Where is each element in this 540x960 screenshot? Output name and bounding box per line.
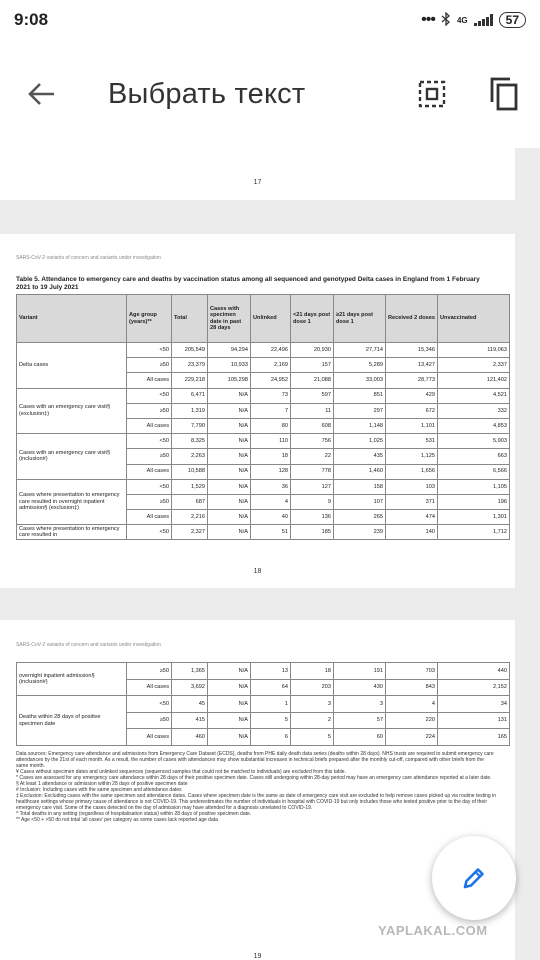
column-header: Unvaccinated [438,295,510,343]
variant-cell: Cases where presentation to emergency care resulted in [17,525,127,540]
table-cell: 34 [438,696,510,713]
table-cell: 131 [438,712,510,729]
table-cell: 27,714 [334,343,386,358]
table-cell: 4,853 [438,418,510,433]
table-cell: 121,402 [438,373,510,388]
vaccination-table-continued [16,662,510,746]
note-line: ^ Total deaths in any setting (regardless of hospitalisation status) within 28 days of positive specimen date. [16,811,252,817]
table-cell: 28,773 [386,373,438,388]
table-row [17,343,510,358]
table-cell: 7,790 [172,418,208,433]
table-cell: 430 [334,679,386,696]
table-cell: ≥50 [127,494,172,509]
signal-icon [474,14,493,26]
table-cell: N/A [208,696,251,713]
status-time: 9:08 [14,10,49,29]
running-header: SARS-CoV-2 variants of concern and variants under investigation [16,255,161,261]
table-cell: 191 [334,663,386,680]
table-cell: 1,301 [438,510,510,525]
table-cell: N/A [208,712,251,729]
table-cell: 103 [386,479,438,494]
table-cell: 1,025 [334,434,386,449]
note-line: ** Age <50 + >50 do not total 'all cases' per category as some cases lack reported age data [16,817,218,823]
copy-button[interactable] [484,74,524,114]
table-cell: 36 [251,479,291,494]
table-cell: 1,365 [172,663,208,680]
table-cell: 196 [438,494,510,509]
page-19 [0,620,515,960]
table-cell: 21,088 [291,373,334,388]
table-cell: 1,529 [172,479,208,494]
table-cell: 229,218 [172,373,208,388]
variant-cell: Cases with an emergency care visit§ (exclusion‡) [17,388,127,434]
table-cell: 15,346 [386,343,438,358]
table-cell: 2,216 [172,510,208,525]
table-cell: N/A [208,449,251,464]
table-header-row [17,295,510,343]
table-cell: 2,263 [172,449,208,464]
table-cell: 127 [291,479,334,494]
table-cell: 165 [438,729,510,746]
table-row [17,479,510,494]
arrow-left-icon [28,82,56,106]
table-cell: 224 [386,729,438,746]
table-cell: ≥50 [127,712,172,729]
table-cell: 13,427 [386,358,438,373]
table-cell: 5 [291,729,334,746]
table-cell: 687 [172,494,208,509]
table-notes [16,751,496,823]
table-cell: 185 [291,525,334,540]
table-cell: 1,101 [386,418,438,433]
table-cell: N/A [208,729,251,746]
table-cell: 1,125 [386,449,438,464]
table-cell: 57 [334,712,386,729]
table-cell: All cases [127,679,172,696]
table-cell: N/A [208,464,251,479]
table-cell: 663 [438,449,510,464]
table-cell: 136 [291,510,334,525]
variant-cell: Delta cases [17,343,127,389]
pencil-icon [460,864,488,892]
table-cell: N/A [208,479,251,494]
note-line: # Inclusion: Including cases with the same specimen and attendance dates [16,787,182,793]
table-cell: 128 [251,464,291,479]
table-cell: 11 [291,403,334,418]
table-cell: 140 [386,525,438,540]
back-button[interactable] [12,64,72,124]
table-cell: 73 [251,388,291,403]
table-cell: N/A [208,494,251,509]
page-title: Выбрать текст [108,77,306,110]
table-cell: 1 [251,696,291,713]
note-line: ‡ Exclusion: Excluding cases with the same specimen and attendance dates. Cases where specimen date is the same as date of emergency care visit are excluded to help remove cases picked up via routine testing in healthcare settings whose primary cause of attendance is not COVID-19. This underestimates the number of individuals in hospital with COVID-19 but only includes those who tested positive prior to the day of their emergency care visit. Some of the cases detected on the day of admission may have attended for a diagnosis unrelated to COVID-19. [16,793,496,811]
table-cell: 239 [334,525,386,540]
copy-icon [488,76,520,112]
table-cell: N/A [208,418,251,433]
table-cell: 5,289 [334,358,386,373]
variant-cell: overnight inpatient admission§ (inclusion#) [17,663,127,696]
table-cell: 297 [334,403,386,418]
table-cell: 105,298 [208,373,251,388]
table-cell: All cases [127,418,172,433]
column-header: Total [172,295,208,343]
table-cell: 2,327 [172,525,208,540]
column-header: Received 2 doses [386,295,438,343]
table-cell: 220 [386,712,438,729]
table-cell: 22 [291,449,334,464]
table-cell: ≥50 [127,358,172,373]
table-cell: N/A [208,403,251,418]
note-line: Data sources: Emergency care attendance and admissions from Emergency Care Dataset (ECDS), deaths from PHE daily death data series (deaths within 28 days). NHS trusts are required to submit emergency care attendances by the 21st of each month. As a result, the number of cases with attendances may show substantial increases in technical briefs prepared after the monthly cut-off, compared with other briefs from the same month. [16,751,494,769]
table-caption: Table 5. Attendance to emergency care and deaths by vaccination status among all sequenced and genotyped Delta cases in England from 1 February 2021 to 19 July 2021 [16,276,480,291]
select-all-button[interactable] [412,74,452,114]
table-cell: 1,105 [438,479,510,494]
table-cell: N/A [208,388,251,403]
app-bar [0,40,540,148]
table-cell: 597 [291,388,334,403]
table-cell: 265 [334,510,386,525]
table-cell: 158 [334,479,386,494]
table-cell: 435 [334,449,386,464]
table-cell: 756 [291,434,334,449]
table-cell: 6 [251,729,291,746]
table-row [17,434,510,449]
table-cell: ≥50 [127,403,172,418]
note-line: § At least 1 attendance or admission within 28 days of positive specimen date [16,781,188,787]
select-all-icon [417,79,447,109]
table-cell: 7 [251,403,291,418]
table-cell: 2 [291,712,334,729]
table-cell: 24,952 [251,373,291,388]
table-cell: 3,692 [172,679,208,696]
table-cell: <50 [127,388,172,403]
table-cell: 672 [386,403,438,418]
table-cell: 851 [334,388,386,403]
table-cell: <50 [127,343,172,358]
table-cell: 10,588 [172,464,208,479]
table-cell: 3 [291,696,334,713]
table-cell: N/A [208,679,251,696]
page-17 [0,148,515,200]
table-cell: 10,933 [208,358,251,373]
table-cell: 8,325 [172,434,208,449]
status-icons [421,11,526,29]
table-cell: 13 [251,663,291,680]
table-cell: 474 [386,510,438,525]
table-cell: 2,169 [251,358,291,373]
table-cell: 205,549 [172,343,208,358]
table-cell: 1,656 [386,464,438,479]
running-header: SARS-CoV-2 variants of concern and variants under investigation [16,642,161,648]
table-cell: All cases [127,464,172,479]
page-number: 19 [253,953,262,960]
table-cell: <50 [127,479,172,494]
edit-fab-button[interactable] [432,836,516,920]
table-cell: 40 [251,510,291,525]
column-header: ≥21 days post dose 1 [334,295,386,343]
table-cell: 4,521 [438,388,510,403]
table-cell: 1,148 [334,418,386,433]
table-row [17,525,510,540]
table-cell: 110 [251,434,291,449]
table-cell: 80 [251,418,291,433]
table-cell: 415 [172,712,208,729]
table-cell: ≥50 [127,663,172,680]
page-number: 17 [253,179,262,186]
table-cell: 6,471 [172,388,208,403]
table-cell: N/A [208,663,251,680]
status-bar [0,0,540,40]
table-row [17,663,510,680]
table-cell: N/A [208,525,251,540]
table-cell: 64 [251,679,291,696]
table-cell: All cases [127,373,172,388]
table-cell: 45 [172,696,208,713]
column-header: Age group (years)** [127,295,172,343]
table-cell: N/A [208,510,251,525]
table-cell: ≥50 [127,449,172,464]
table-cell: <50 [127,434,172,449]
table-cell: 5 [251,712,291,729]
more-dots-icon: ••• [421,11,435,28]
table-cell: 371 [386,494,438,509]
table-cell: 4 [251,494,291,509]
table-cell: <50 [127,525,172,540]
table-cell: 119,063 [438,343,510,358]
table-cell: All cases [127,510,172,525]
table-cell: 429 [386,388,438,403]
table-cell: 33,003 [334,373,386,388]
note-line: ¥ Cases without specimen dates and unlinked sequences (sequenced samples that could not be matched to individuals) are excluded from this table. [16,769,346,775]
table-cell: All cases [127,729,172,746]
table-cell: 22,496 [251,343,291,358]
table-cell: 6,566 [438,464,510,479]
table-cell: 843 [386,679,438,696]
table-cell: 9 [291,494,334,509]
table-cell: 778 [291,464,334,479]
table-cell: 18 [291,663,334,680]
table-cell: 608 [291,418,334,433]
battery-icon: 57 [499,12,526,28]
column-header: <21 days post dose 1 [291,295,334,343]
table-cell: 60 [334,729,386,746]
table-cell: 531 [386,434,438,449]
table-cell: 20,930 [291,343,334,358]
table-cell: 5,903 [438,434,510,449]
table-cell: 440 [438,663,510,680]
note-line: * Cases are assessed for any emergency care attendance within 28 days of their positive specimen date. Cases still undergoing within 28-day period may have an emergency care attendance reported at a later date. [16,775,492,781]
table-cell: 94,294 [208,343,251,358]
table-row [17,696,510,713]
table-cell: 51 [251,525,291,540]
table-cell: 2,337 [438,358,510,373]
bluetooth-icon [441,12,451,29]
table-cell: 460 [172,729,208,746]
table-cell: 1,712 [438,525,510,540]
table-cell: 332 [438,403,510,418]
table-cell: 3 [334,696,386,713]
vaccination-table [16,294,510,540]
network-type: 4G [456,15,468,25]
watermark: YAPLAKAL.COM [378,923,488,938]
table-cell: 18 [251,449,291,464]
table-cell: 23,379 [172,358,208,373]
page-number: 18 [253,568,262,575]
table-cell: N/A [208,434,251,449]
table-row [17,388,510,403]
table-cell: 107 [334,494,386,509]
table-cell: 703 [386,663,438,680]
table-cell: 2,152 [438,679,510,696]
variant-cell: Cases with an emergency care visit§ (inclusion#) [17,434,127,480]
variant-cell: Deaths within 28 days of positive specimen date [17,696,127,746]
table-cell: 4 [386,696,438,713]
variant-cell: Cases where presentation to emergency care resulted in overnight inpatient admission§ (exclusion‡) [17,479,127,525]
page-18 [0,234,515,588]
table-cell: 203 [291,679,334,696]
column-header: Cases with specimen date in past 28 days [208,295,251,343]
table-cell: <50 [127,696,172,713]
column-header: Variant [17,295,127,343]
table-cell: 1,460 [334,464,386,479]
column-header: Unlinked [251,295,291,343]
table-cell: 1,319 [172,403,208,418]
table-cell: 157 [291,358,334,373]
